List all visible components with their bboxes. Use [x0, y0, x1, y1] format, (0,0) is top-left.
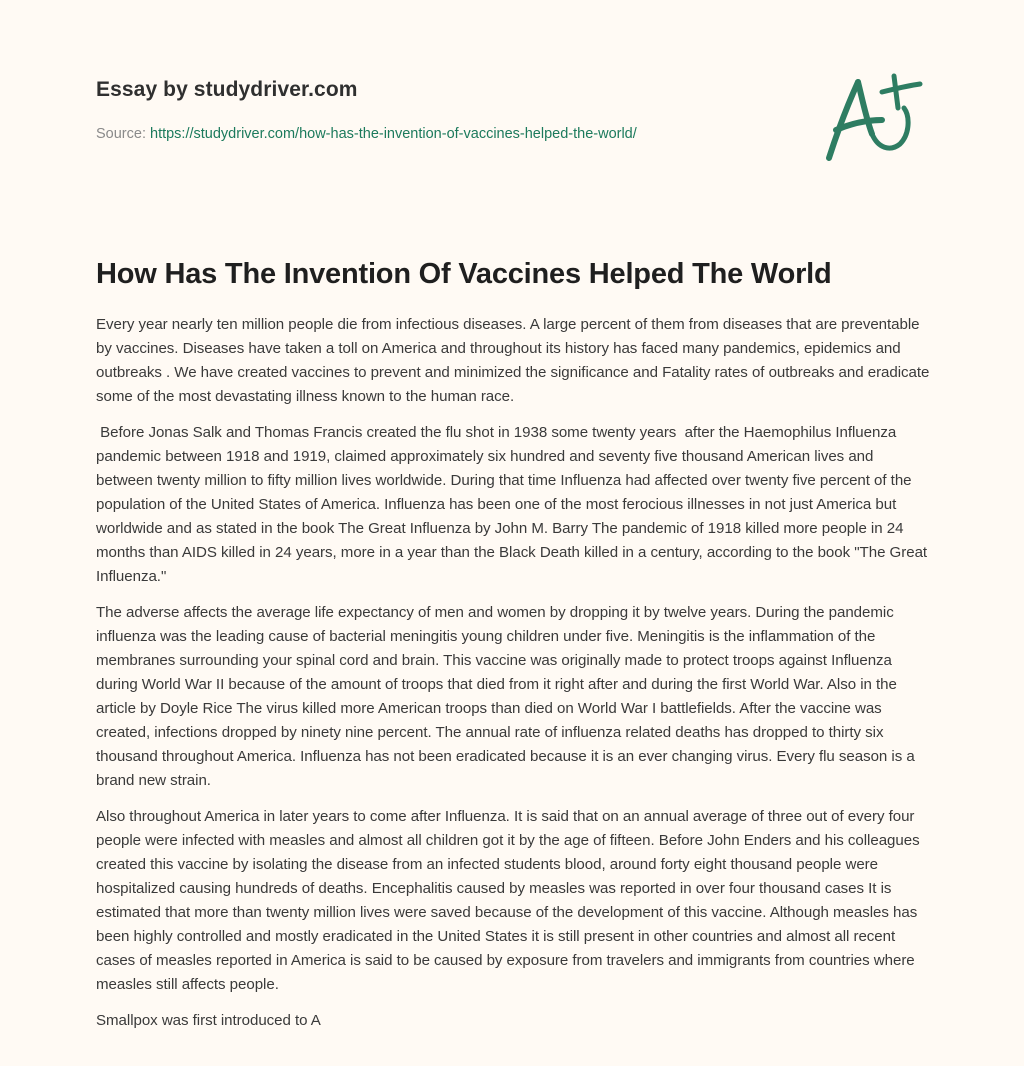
article-paragraph: The adverse affects the average life expectancy of men and women by dropping it by twelve years. During the pandemic influenza was the leading cause of bacterial meningitis young children under five. Meningitis is the inflammation of the membranes surrounding your spinal cord and brain. This vaccine was originally made to protect troops against Influenza during World War II because of the amount of troops that died from it right after and during the first World War. Also in the article by Doyle Rice The virus killed more American troops than died on World War I battlefields. After the vaccine was created, infections dropped by ninety nine percent. The annual rate of influenza related deaths has dropped to thirty six thousand throughout America. Influenza has not been eradicated because it is an ever changing virus. Every flu season is a brand new strain.: [96, 604, 915, 789]
article-title: How Has The Invention Of Vaccines Helped The World: [96, 258, 832, 290]
a-plus-grade-icon: [822, 68, 928, 164]
article-body: [96, 313, 932, 1045]
source-label: Source:: [96, 126, 150, 142]
source-link[interactable]: https://studydriver.com/how-has-the-invention-of-vaccines-helped-the-world/: [150, 126, 637, 142]
brand-title: Essay by studydriver.com: [96, 78, 358, 101]
article-paragraph: Every year nearly ten million people die from infectious diseases. A large percent of them from diseases that are preventable by vaccines. Diseases have taken a toll on America and throughout its history has faced many pandemics, epidemics and outbreaks . We have created vaccines to prevent and minimized the significance and Fatality rates of outbreaks and eradicate some of the most devastating illness known to the human race.: [96, 316, 930, 405]
source-line: [96, 124, 796, 144]
article-paragraph: Before Jonas Salk and Thomas Francis created the flu shot in 1938 some twenty years after the Haemophilus Influenza pandemic between 1918 and 1919, claimed approximately six hundred and seventy five thousand American lives and between twenty million to fifty million lives worldwide. During that time Influenza had affected over twenty five percent of the population of the United States of America. Influenza has been one of the most ferocious illnesses in not just America but worldwide and as stated in the book The Great Influenza by John M. Barry The pandemic of 1918 killed more people in 24 months than AIDS killed in 24 years, more in a year than the Black Death killed in a century, according to the book "The Great Influenza.": [96, 424, 932, 585]
page-header: [96, 76, 796, 144]
article-paragraph: Also throughout America in later years to come after Influenza. It is said that on an annual average of three out of every four people were infected with measles and almost all children got it by the age of fifteen. Before John Enders and his colleagues created this vaccine by isolating the disease from an infected students blood, around forty eight thousand people were hospitalized causing hundreds of deaths. Encephalitis caused by measles was reported in over four thousand cases It is estimated that more than twenty million lives were saved because of the development of this vaccine. Although measles has been highly controlled and mostly eradicated in the United States it is still present in other countries and almost all recent cases of measles reported in America is said to be caused by exposure from travelers and immigrants from countries where measles still affects people.: [96, 808, 920, 993]
article-paragraph-truncated: Smallpox was first introduced to A: [96, 1012, 321, 1029]
